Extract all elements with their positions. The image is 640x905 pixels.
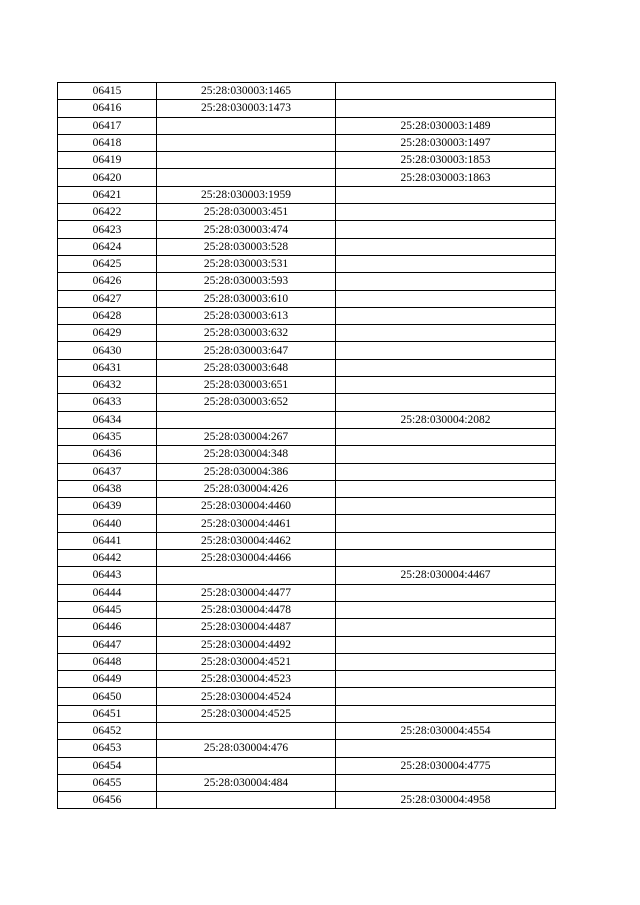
cadastral-number-cell-a: 25:28:030004:267 [157,428,336,445]
row-number-cell: 06435 [58,428,157,445]
table-row [58,204,556,221]
row-number-cell: 06437 [58,463,157,480]
cadastral-number-cell-a [157,722,336,739]
cadastral-number-cell-a: 25:28:030004:476 [157,740,336,757]
row-number-cell: 06430 [58,342,157,359]
table-body [58,83,556,809]
row-number-cell: 06425 [58,255,157,272]
cadastral-number-cell-a [157,117,336,134]
table-row [58,619,556,636]
cadastral-number-cell-b [336,100,556,117]
row-number-cell: 06418 [58,134,157,151]
table-row [58,359,556,376]
row-number-cell: 06456 [58,792,157,809]
table-row [58,83,556,100]
table-row [58,671,556,688]
row-number-cell: 06419 [58,152,157,169]
cadastral-number-cell-b: 25:28:030003:1489 [336,117,556,134]
cadastral-number-cell-a: 25:28:030003:647 [157,342,336,359]
table-row [58,169,556,186]
cadastral-number-cell-b [336,377,556,394]
cadastral-number-cell-a: 25:28:030004:4521 [157,653,336,670]
row-number-cell: 06442 [58,550,157,567]
row-number-cell: 06452 [58,722,157,739]
cadastral-number-table [57,82,556,809]
row-number-cell: 06446 [58,619,157,636]
cadastral-number-cell-a: 25:28:030004:484 [157,774,336,791]
table-row [58,567,556,584]
cadastral-number-cell-b [336,238,556,255]
cadastral-number-cell-a: 25:28:030004:4478 [157,601,336,618]
row-number-cell: 06455 [58,774,157,791]
table-row [58,757,556,774]
table-row [58,238,556,255]
table-row [58,480,556,497]
cadastral-number-cell-b [336,186,556,203]
cadastral-number-cell-a: 25:28:030003:1473 [157,100,336,117]
row-number-cell: 06420 [58,169,157,186]
cadastral-number-cell-b [336,290,556,307]
table-row [58,325,556,342]
cadastral-number-cell-a [157,757,336,774]
table-row [58,446,556,463]
cadastral-number-cell-b: 25:28:030004:4554 [336,722,556,739]
table-row [58,498,556,515]
table-row [58,722,556,739]
row-number-cell: 06445 [58,601,157,618]
cadastral-number-cell-b [336,532,556,549]
cadastral-number-cell-a: 25:28:030003:1959 [157,186,336,203]
row-number-cell: 06438 [58,480,157,497]
cadastral-number-cell-b [336,653,556,670]
cadastral-number-cell-a: 25:28:030004:4525 [157,705,336,722]
table-row [58,186,556,203]
cadastral-number-cell-b [336,204,556,221]
row-number-cell: 06423 [58,221,157,238]
cadastral-number-cell-b [336,601,556,618]
cadastral-number-cell-a [157,169,336,186]
cadastral-number-cell-a: 25:28:030004:4477 [157,584,336,601]
cadastral-number-cell-b [336,394,556,411]
row-number-cell: 06428 [58,307,157,324]
row-number-cell: 06450 [58,688,157,705]
cadastral-number-cell-b [336,550,556,567]
table-row [58,550,556,567]
row-number-cell: 06432 [58,377,157,394]
cadastral-number-cell-b [336,463,556,480]
table-row [58,463,556,480]
cadastral-number-cell-a: 25:28:030004:4487 [157,619,336,636]
table-row [58,774,556,791]
cadastral-number-cell-a [157,567,336,584]
row-number-cell: 06448 [58,653,157,670]
cadastral-number-cell-b [336,359,556,376]
row-number-cell: 06447 [58,636,157,653]
row-number-cell: 06415 [58,83,157,100]
cadastral-number-cell-a: 25:28:030003:1465 [157,83,336,100]
row-number-cell: 06440 [58,515,157,532]
cadastral-number-cell-a: 25:28:030004:4524 [157,688,336,705]
table-row [58,100,556,117]
row-number-cell: 06441 [58,532,157,549]
cadastral-number-cell-b [336,273,556,290]
cadastral-number-cell-a: 25:28:030003:451 [157,204,336,221]
cadastral-number-cell-a: 25:28:030004:4460 [157,498,336,515]
cadastral-number-cell-b [336,325,556,342]
row-number-cell: 06439 [58,498,157,515]
row-number-cell: 06434 [58,411,157,428]
cadastral-number-cell-a: 25:28:030004:348 [157,446,336,463]
cadastral-number-cell-b [336,515,556,532]
cadastral-number-cell-b [336,342,556,359]
cadastral-number-cell-b: 25:28:030003:1497 [336,134,556,151]
cadastral-number-cell-b: 25:28:030004:4775 [336,757,556,774]
cadastral-number-cell-a: 25:28:030003:531 [157,255,336,272]
cadastral-number-cell-a: 25:28:030003:613 [157,307,336,324]
table-row [58,290,556,307]
table-row [58,152,556,169]
table-row [58,688,556,705]
row-number-cell: 06431 [58,359,157,376]
row-number-cell: 06422 [58,204,157,221]
row-number-cell: 06444 [58,584,157,601]
table-row [58,740,556,757]
row-number-cell: 06454 [58,757,157,774]
cadastral-number-cell-b [336,740,556,757]
row-number-cell: 06426 [58,273,157,290]
row-number-cell: 06433 [58,394,157,411]
cadastral-number-cell-a: 25:28:030003:648 [157,359,336,376]
cadastral-number-cell-a [157,152,336,169]
cadastral-number-cell-b: 25:28:030003:1863 [336,169,556,186]
cadastral-number-cell-b [336,774,556,791]
table-row [58,221,556,238]
cadastral-number-cell-b [336,705,556,722]
table-row [58,255,556,272]
cadastral-number-cell-b [336,584,556,601]
cadastral-number-cell-a [157,792,336,809]
table-row [58,342,556,359]
table-row [58,117,556,134]
table-row [58,273,556,290]
table-row [58,705,556,722]
cadastral-number-cell-b [336,498,556,515]
cadastral-number-cell-a: 25:28:030003:652 [157,394,336,411]
cadastral-number-cell-a: 25:28:030003:474 [157,221,336,238]
cadastral-number-cell-b: 25:28:030003:1853 [336,152,556,169]
table-row [58,394,556,411]
row-number-cell: 06429 [58,325,157,342]
cadastral-number-cell-a: 25:28:030004:4462 [157,532,336,549]
cadastral-number-cell-a: 25:28:030003:651 [157,377,336,394]
cadastral-number-cell-a: 25:28:030003:632 [157,325,336,342]
cadastral-number-cell-b [336,688,556,705]
cadastral-number-cell-a: 25:28:030003:593 [157,273,336,290]
table-row [58,601,556,618]
cadastral-number-cell-a: 25:28:030004:426 [157,480,336,497]
table-row [58,792,556,809]
cadastral-number-cell-a: 25:28:030004:4523 [157,671,336,688]
cadastral-number-cell-b [336,446,556,463]
cadastral-number-cell-b: 25:28:030004:4958 [336,792,556,809]
cadastral-number-cell-a: 25:28:030004:386 [157,463,336,480]
cadastral-number-cell-b [336,619,556,636]
row-number-cell: 06416 [58,100,157,117]
cadastral-number-cell-b: 25:28:030004:4467 [336,567,556,584]
cadastral-number-cell-a [157,134,336,151]
table-row [58,584,556,601]
cadastral-number-cell-b [336,83,556,100]
cadastral-number-cell-b [336,307,556,324]
table-row [58,515,556,532]
cadastral-number-cell-b [336,671,556,688]
cadastral-number-cell-a: 25:28:030004:4461 [157,515,336,532]
table-row [58,428,556,445]
table-row [58,653,556,670]
row-number-cell: 06424 [58,238,157,255]
row-number-cell: 06417 [58,117,157,134]
row-number-cell: 06443 [58,567,157,584]
cadastral-number-cell-b [336,636,556,653]
cadastral-number-cell-b [336,221,556,238]
table-row [58,134,556,151]
cadastral-number-cell-b [336,428,556,445]
cadastral-number-cell-a: 25:28:030004:4466 [157,550,336,567]
cadastral-number-cell-a [157,411,336,428]
cadastral-number-cell-b [336,255,556,272]
cadastral-number-cell-a: 25:28:030003:528 [157,238,336,255]
row-number-cell: 06453 [58,740,157,757]
table-row [58,377,556,394]
table-row [58,532,556,549]
table-row [58,636,556,653]
cadastral-number-cell-b: 25:28:030004:2082 [336,411,556,428]
row-number-cell: 06421 [58,186,157,203]
row-number-cell: 06451 [58,705,157,722]
row-number-cell: 06436 [58,446,157,463]
cadastral-number-cell-a: 25:28:030003:610 [157,290,336,307]
row-number-cell: 06449 [58,671,157,688]
row-number-cell: 06427 [58,290,157,307]
cadastral-number-cell-a: 25:28:030004:4492 [157,636,336,653]
cadastral-number-cell-b [336,480,556,497]
table-row [58,411,556,428]
table-row [58,307,556,324]
